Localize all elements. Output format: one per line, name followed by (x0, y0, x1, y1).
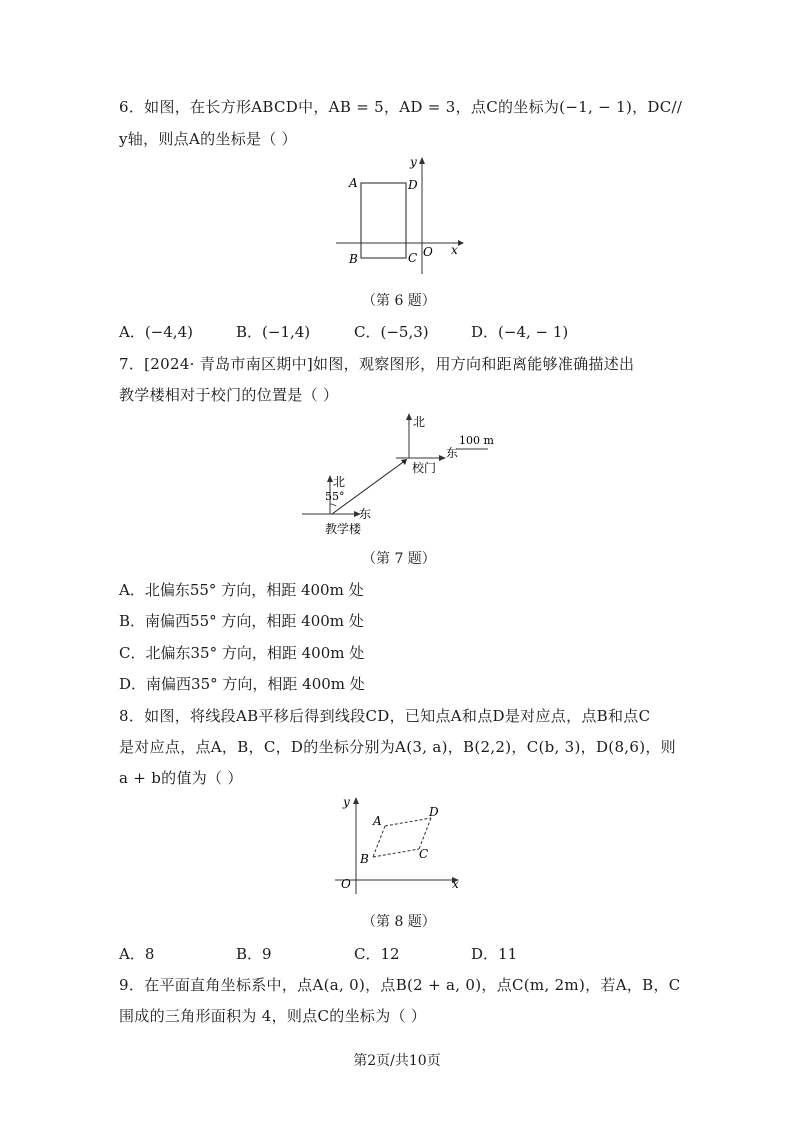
q8-segment-ad (385, 818, 431, 826)
q8-label-a: A (373, 814, 382, 828)
q7-path-arrow (401, 459, 407, 465)
q8-caption: （第 8 题） (362, 914, 436, 930)
q7-figure (296, 408, 506, 540)
q6-label-d: D (408, 178, 418, 192)
q8-label-y: y (343, 795, 350, 809)
q7-option-a: A．北偏东55° 方向，相距 400m 处 (119, 581, 364, 599)
page-footer: 第2页/共10页 (353, 1053, 441, 1069)
q7-gate-label: 校门 (412, 461, 437, 475)
q7-stem-line1: 7．[2024· 青岛市南区期中]如图，观察图形，用方向和距离能够准确描述出 (119, 355, 635, 373)
q7-building-label: 教学楼 (325, 522, 362, 536)
q8-stem-line3: a + b的值为（ ） (119, 769, 243, 787)
q8-segment-bc (373, 849, 419, 857)
q7-east-left-label: 东 (359, 507, 372, 521)
q9-stem-line1: 9．在平面直角坐标系中，点A(a, 0)，点B(2 + a, 0)，点C(m, 2m)，若A，B，C (119, 976, 681, 994)
q6-x-arrow (458, 240, 464, 246)
q6-option-a: A．(−4,4) (119, 323, 193, 341)
q6-option-d: D．(−4, − 1) (471, 323, 569, 341)
q7-option-c: C．北偏东35° 方向，相距 400m 处 (119, 644, 365, 662)
q6-option-b: B．(−1,4) (236, 323, 311, 341)
q8-segment-dc (419, 818, 431, 849)
q6-label-c: C (408, 251, 418, 265)
q7-top-north-arrow (406, 413, 412, 420)
q6-stem-line2: y轴，则点A的坐标是（ ） (119, 130, 297, 148)
q7-north-top-label: 北 (413, 415, 426, 429)
q6-label-x: x (451, 243, 458, 257)
q7-east-top-label: 东 (446, 446, 459, 460)
q8-label-b: B (360, 852, 369, 866)
q8-option-a: A．8 (119, 945, 155, 963)
q8-label-d: D (429, 805, 439, 819)
q7-angle-label: 55° (325, 490, 345, 503)
q7-option-b: B．南偏西55° 方向，相距 400m 处 (119, 612, 364, 630)
q6-caption: （第 6 题） (362, 293, 436, 309)
q7-caption: （第 7 题） (362, 551, 436, 567)
q8-segment-ab (373, 826, 385, 857)
q8-label-c: C (419, 847, 429, 861)
q8-option-b: B．9 (236, 945, 272, 963)
q7-option-d: D．南偏西35° 方向，相距 400m 处 (119, 675, 365, 693)
q7-stem-line2: 教学楼相对于校门的位置是（ ） (119, 386, 339, 404)
q8-label-o: O (341, 877, 351, 891)
q6-stem-line1: 6．如图，在长方形ABCD中，AB = 5，AD = 3，点C的坐标为(−1, − 1)，DC// (119, 98, 683, 116)
q6-option-c: C．(−5,3) (354, 323, 429, 341)
q8-stem-line1: 8．如图，将线段AB平移后得到线段CD，已知点A和点D是对应点，点B和点C (119, 707, 651, 725)
q8-label-x: x (452, 877, 459, 891)
q7-top-east-arrow (439, 455, 446, 461)
q6-label-a: A (349, 176, 358, 190)
q8-stem-line2: 是对应点，点A，B，C，D的坐标分别为A(3, a)，B(2,2)，C(b, 3)，D(8,6)，则 (119, 738, 676, 756)
q8-y-arrow (353, 797, 359, 804)
q9-stem-line2: 围成的三角形面积为 4，则点C的坐标为（ ） (119, 1007, 427, 1025)
q6-y-arrow (419, 157, 425, 164)
q7-scale-label: 100 m (459, 434, 494, 447)
q6-figure (330, 152, 470, 280)
q6-rectangle (361, 183, 406, 258)
q6-label-y: y (410, 155, 417, 169)
q6-label-b: B (349, 252, 358, 266)
q7-north-left-label: 北 (333, 475, 346, 489)
q8-option-d: D．11 (471, 945, 518, 963)
q8-option-c: C．12 (354, 945, 400, 963)
q6-label-o: O (423, 245, 433, 259)
q8-figure (330, 790, 470, 898)
q7-angle-arc (330, 504, 336, 506)
